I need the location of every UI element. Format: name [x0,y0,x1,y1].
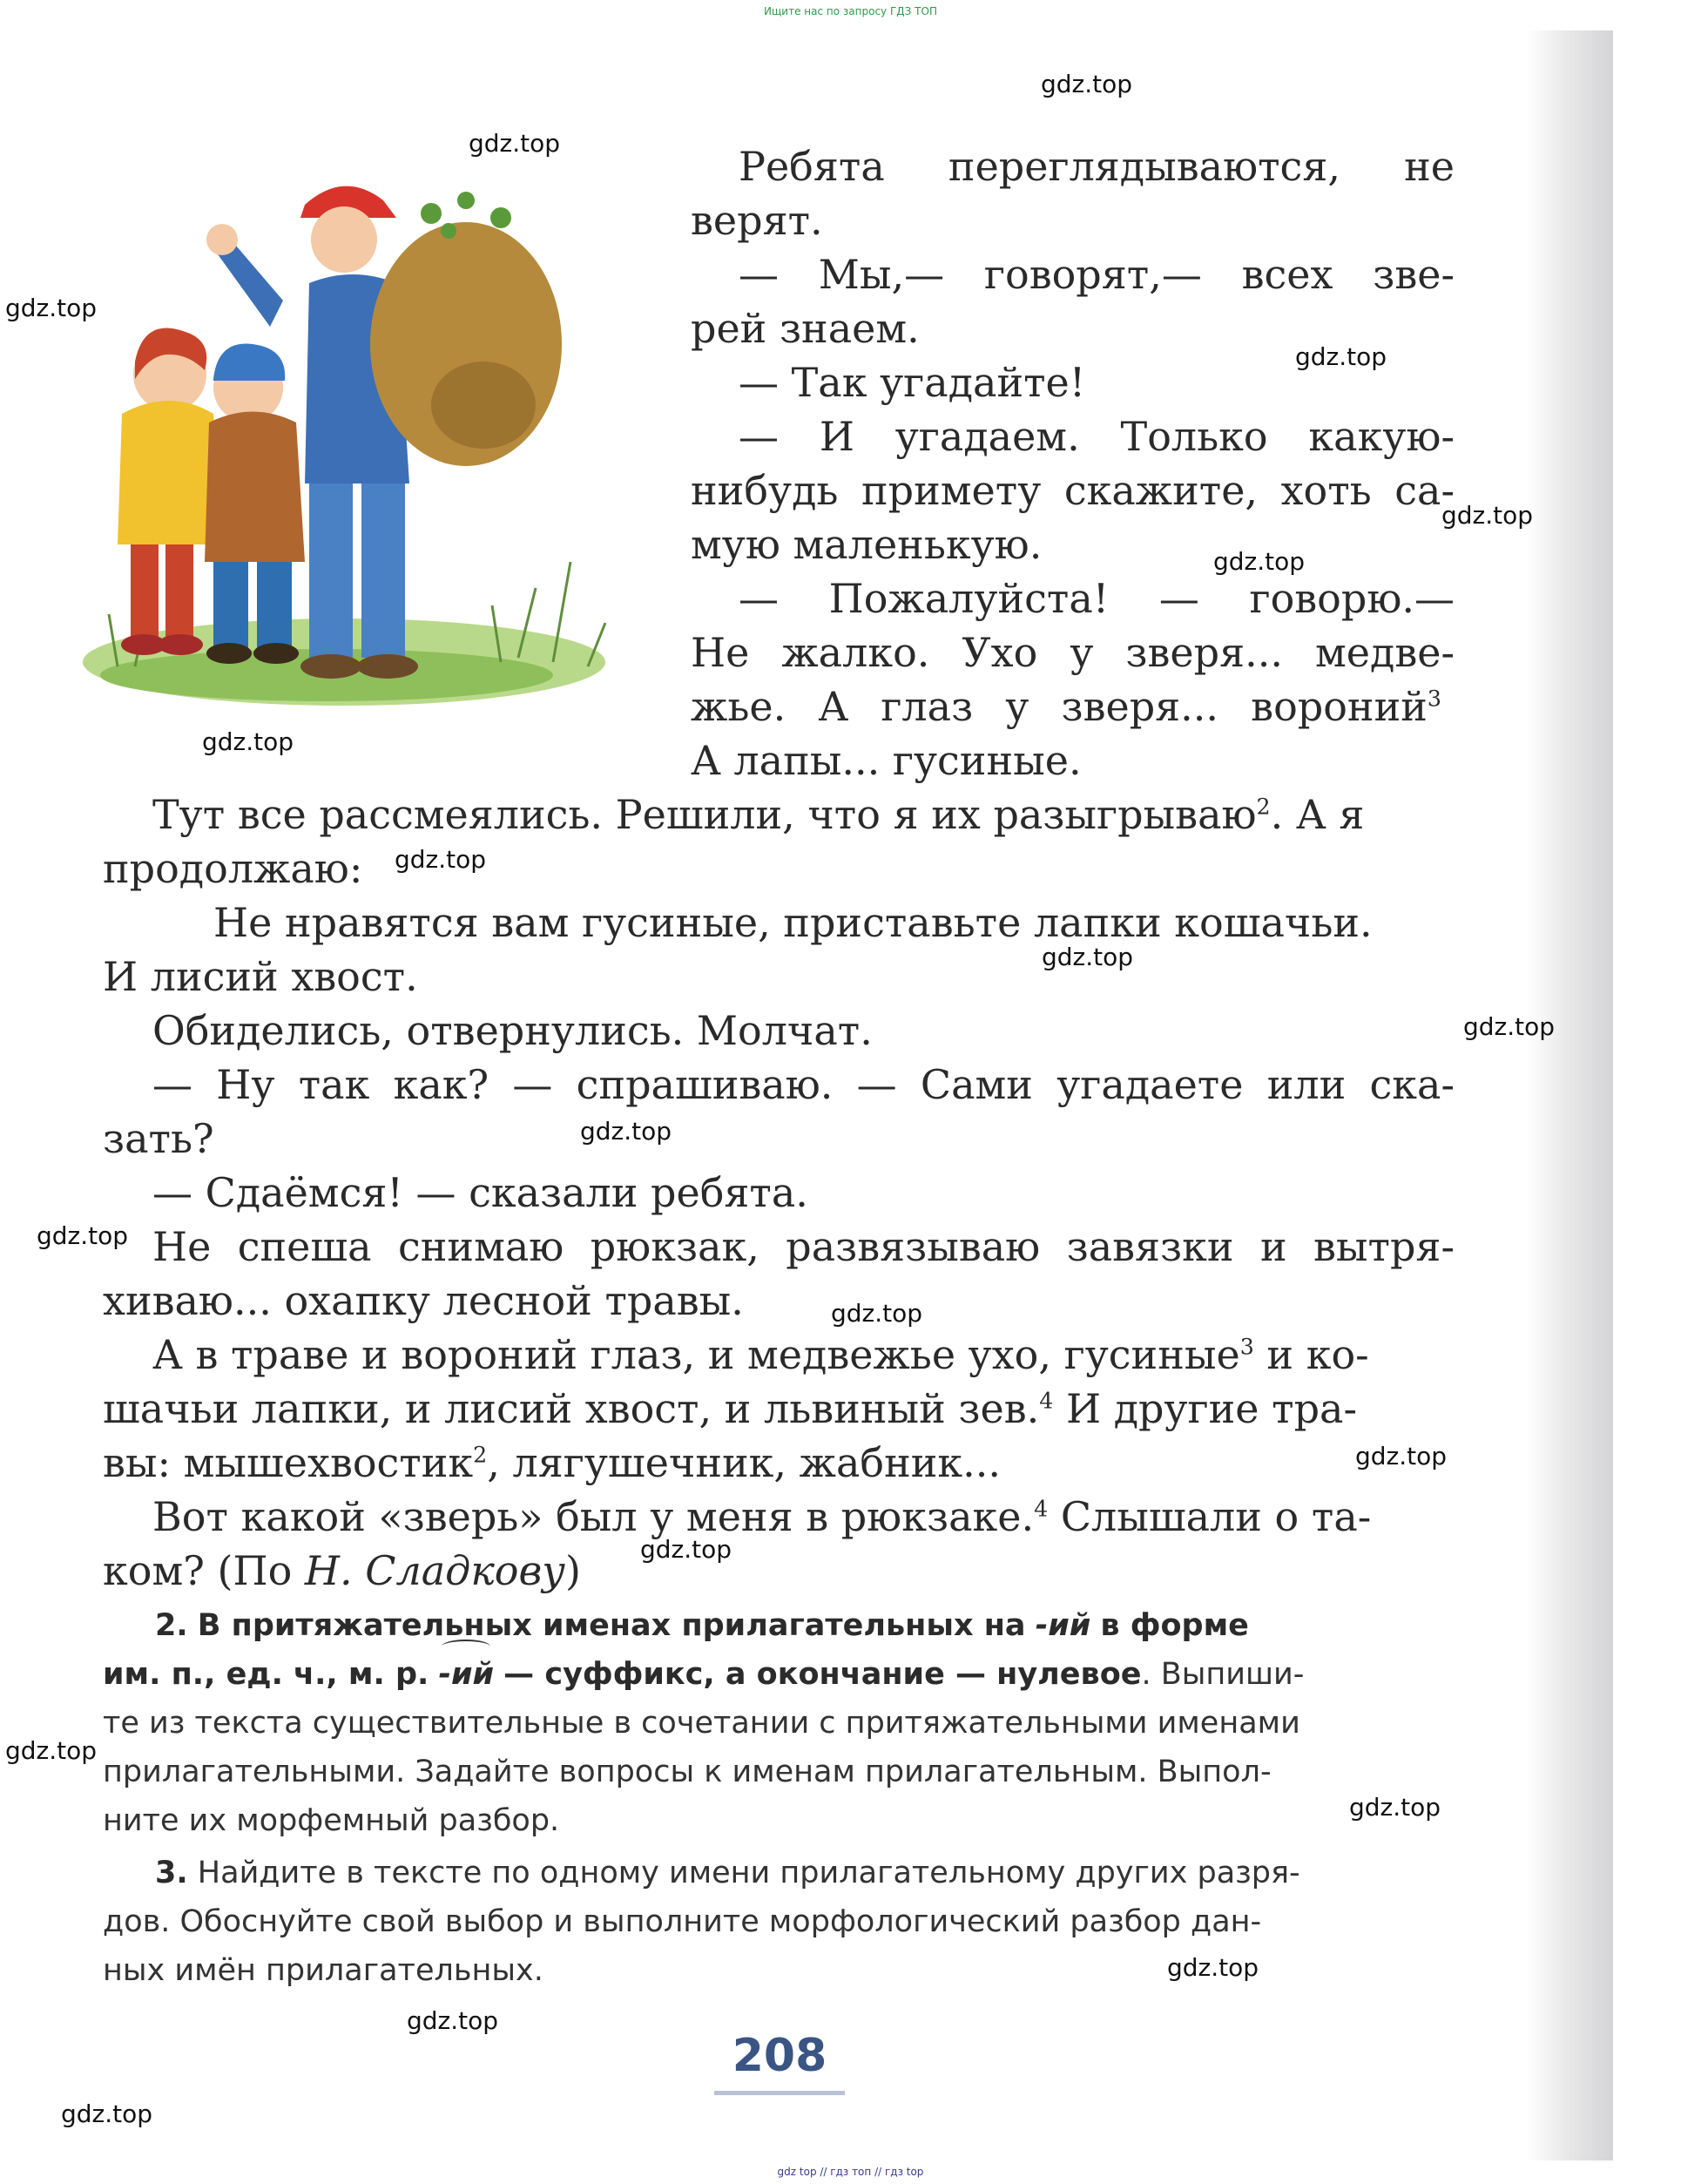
story-line-4: рей знаем. [691,305,920,352]
task-2-number: 2. [155,1608,188,1643]
story-line-18: — Ну так как? — спрашиваю. — Сами угадаете или ска- [152,1061,1455,1108]
task-2-line-3: те из текста существительные в сочетании с притяжательными именами [103,1706,1300,1741]
story-line-23-text: А в траве и вороний глаз, и медвежье ухо, гусиные [152,1331,1240,1378]
watermark: gdz.top [580,1117,672,1146]
task-2-rule-part-3: им. п., ед. ч., м. р. [103,1657,429,1692]
watermark: gdz.top [1213,547,1306,576]
author-name: Н. Сладкову [304,1547,565,1594]
footnote-marker: 2 [1256,794,1271,820]
task-2-text-1: . Выпиши- [1141,1657,1305,1692]
story-line-13-text: Тут все рассмеялись. Решили, что я их разыгрываю [152,791,1257,838]
task-2 [103,1601,1455,1845]
story-line-11-text: жье. А глаз у зверя... вороний [691,683,1428,730]
story-line-17: Обиделись, отвернулись. Молчат. [152,1007,873,1054]
story-line-21: Не спеша снимаю рюкзак, развязываю завязки и вытря- [152,1223,1455,1270]
boy-figure [205,344,305,665]
task-3-line-3: ных имён прилагательных. [103,1953,543,1988]
task-2-suffix-1: -ий [1035,1608,1091,1643]
footnote-marker: 4 [1034,1496,1049,1522]
story-line-1: Ребята переглядываются, не [739,143,1455,190]
story-line-27 [103,1544,581,1598]
story-line-12: А лапы... гусиные. [691,737,1082,784]
task-2-line-4: прилагательными. Задайте вопросы к именам прилагательным. Выпол- [103,1755,1272,1789]
watermark: gdz.top [395,845,487,874]
story-line-14: продолжаю: [103,845,363,892]
watermark: gdz.top [1349,1793,1441,1822]
story-line-5: — Так угадайте! [739,359,1086,406]
task-3-text-1: Найдите в тексте по одному имени прилагательному других разря- [197,1856,1300,1890]
story-line-11 [691,680,1441,734]
watermark: gdz.top [1167,1953,1259,1982]
story-line-2: верят. [691,197,823,244]
footnote-marker: 2 [473,1442,488,1468]
story-line-26-end: Слышали о та- [1048,1493,1372,1540]
task-2-rule-part-4: — суффикс, а окончание — нулевое [503,1657,1142,1692]
story-line-19: зать? [103,1115,214,1162]
watermark: gdz.top [5,294,98,322]
story-line-8: мую маленькую. [691,521,1043,568]
task-2-line-1 [103,1601,1455,1650]
watermark: gdz.top [202,727,294,756]
hiker-children-illustration [83,152,623,706]
watermark: gdz.top [1041,70,1133,98]
story-line-25-text: вы: мышехвостик [103,1439,474,1486]
story-line-13 [152,788,1364,842]
watermark: gdz.top [1355,1442,1448,1471]
story-line-9: — Пожалуйста! — говорю.— [739,575,1455,622]
story-line-23-end: и ко- [1253,1331,1369,1378]
page-edge-shadow [1526,30,1613,2160]
watermark: gdz.top [61,2099,153,2128]
story-line-15: Не нравятся вам гусиные, приставьте лапки кошачьи. [213,899,1373,946]
story-line-24-end: И другие тра- [1053,1385,1358,1432]
story-line-25 [103,1436,1001,1490]
story-line-16: И лисий хвост. [103,953,418,1000]
story-line-22: хиваю... охапку лесной травы. [103,1277,744,1324]
story-line-24-text: шачьи лапки, и лисий хвост, и львиный зев. [103,1385,1040,1432]
story-line-25-end: , лягушечник, жабник... [487,1439,1002,1486]
footnote-marker: 3 [1427,686,1441,712]
watermark: gdz.top [640,1535,732,1564]
story-line-13-end: . А я [1270,791,1365,838]
girl-figure [118,328,222,655]
task-2-suffix-2: -ий [438,1650,494,1699]
story-line-10: Не жалко. Ухо у зверя... медве- [691,629,1455,676]
story-line-6: — И угадаем. Только какую- [739,413,1455,460]
task-2-line-2 [103,1650,1455,1699]
task-3-number: 3. [155,1856,188,1890]
task-3-line-2: дов. Обоснуйте свой выбор и выполните морфологический разбор дан- [103,1904,1262,1939]
watermark: gdz.top [37,1221,129,1250]
task-2-rule-part-2: в форме [1100,1608,1249,1643]
story-line-26-text: Вот какой «зверь» был у меня в рюкзаке. [152,1493,1035,1540]
watermark: gdz.top [1463,1012,1556,1041]
story-line-26 [152,1490,1371,1544]
watermark: gdz.top [407,2006,499,2035]
watermark: gdz.top [1042,943,1134,971]
story-line-3: — Мы,— говорят,— всех зве- [739,251,1455,298]
bottom-banner: gdz top // гдз топ // гдз top [777,2166,924,2178]
footnote-marker: 4 [1039,1388,1054,1414]
task-2-line-5: ните их морфемный разбор. [103,1803,560,1838]
footnote-marker: 3 [1239,1334,1254,1360]
top-banner: Ищите нас по запросу ГДЗ ТОП [764,5,937,17]
story-line-20: — Сдаёмся! — сказали ребята. [152,1169,808,1216]
task-3-line-1 [103,1849,1455,1897]
page-number-underline [714,2091,845,2095]
page-number: 208 [732,2030,827,2082]
story-line-27-text: ком? (По [103,1547,305,1594]
watermark: gdz.top [5,1736,98,1765]
watermark: gdz.top [831,1299,923,1328]
watermark: gdz.top [1441,501,1534,530]
story-line-27-end: ) [564,1547,581,1594]
task-2-rule-part-1: В притяжательных именах прилагательных на [197,1608,1026,1643]
story-line-23 [152,1328,1369,1382]
story-line-7: нибудь примету скажите, хоть са- [691,467,1455,514]
watermark: gdz.top [469,129,561,158]
watermark: gdz.top [1295,342,1387,371]
story-line-24 [103,1382,1357,1436]
